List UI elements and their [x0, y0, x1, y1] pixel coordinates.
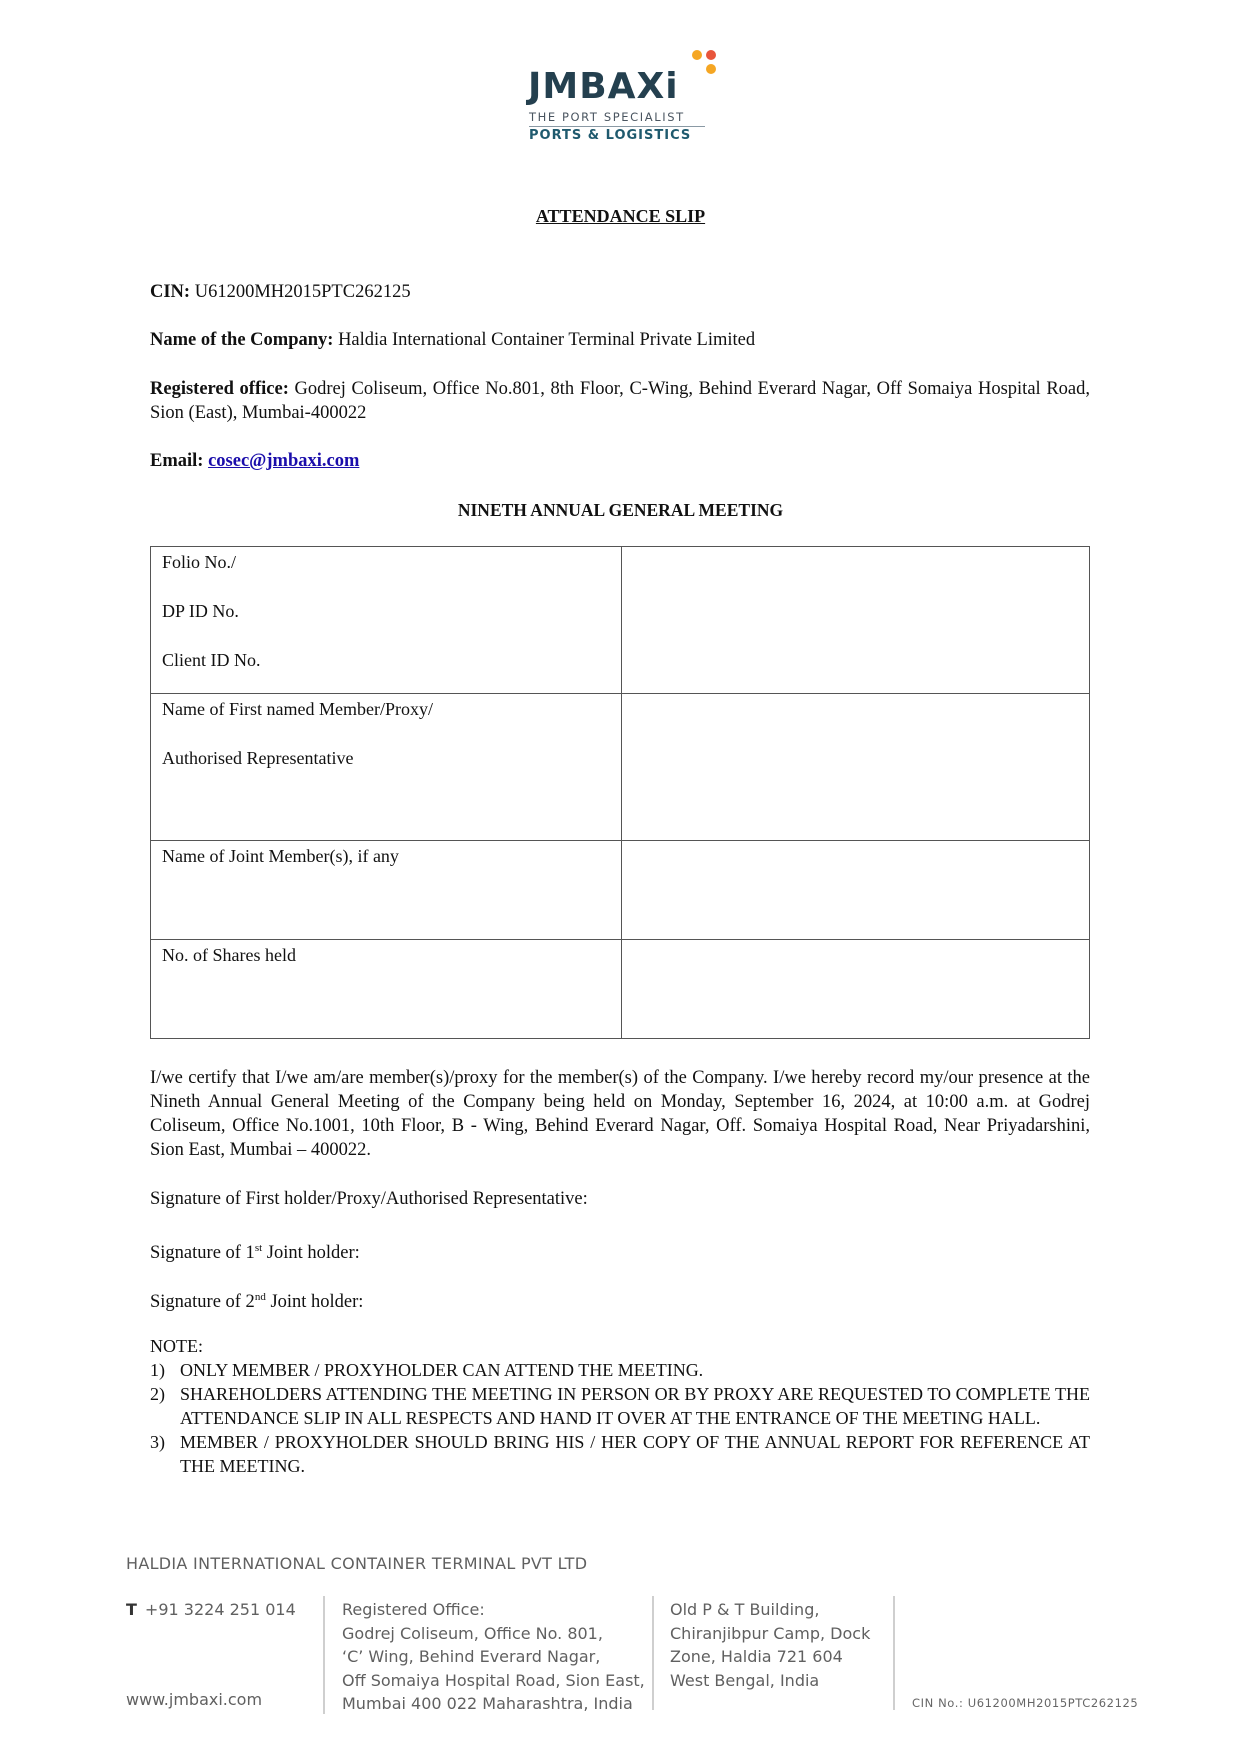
table-label-cell [151, 841, 622, 940]
footer-haldia-line: Old P & T Building, [670, 1600, 820, 1619]
table-row [151, 841, 1090, 940]
signature-first-holder: Signature of First holder/Proxy/Authorised Representative: [150, 1189, 588, 1209]
footer-cin: CIN No.: U61200MH2015PTC262125 [912, 1696, 1139, 1710]
table-row [151, 547, 1090, 694]
footer-haldia-line: West Bengal, India [670, 1670, 820, 1690]
note-heading: NOTE: [150, 1336, 203, 1356]
footer-reg-line: Godrej Coliseum, Office No. 801, [342, 1623, 603, 1643]
page-title: ATTENDANCE SLIP [535, 206, 706, 226]
footer-reg-heading: Registered Office: [342, 1600, 485, 1619]
table-row [151, 940, 1090, 1039]
footer-divider [652, 1596, 654, 1710]
footer-divider [323, 1596, 325, 1714]
footer-company-name: HALDIA INTERNATIONAL CONTAINER TERMINAL PVT LTD [126, 1554, 588, 1573]
registered-office-line [150, 377, 1090, 425]
email-line [150, 449, 1090, 473]
footer-phone [126, 1600, 296, 1619]
attendance-table [150, 546, 1090, 1039]
notes-section [150, 1334, 1090, 1478]
footer-website[interactable]: www.jmbaxi.com [126, 1690, 263, 1709]
cin-label: CIN: [150, 282, 191, 302]
shares-held-value-field[interactable] [622, 940, 1090, 1039]
member-name-label: Name of First named Member/Proxy/ [162, 699, 433, 719]
cin-value: U61200MH2015PTC262125 [194, 282, 411, 302]
client-id-label: Client ID No. [162, 650, 261, 670]
email-label: Email: [150, 451, 204, 471]
table-row [151, 694, 1090, 841]
registered-office-label: Registered office: [150, 379, 289, 399]
note-text: SHAREHOLDERS ATTENDING THE MEETING IN PERSON OR BY PROXY ARE REQUESTED TO COMPLETE THE ATTENDANCE SLIP IN ALL RESPECTS AND HAND IT OVER AT THE ENTRANCE OF THE MEETING HALL. [180, 1384, 1090, 1428]
signature-joint1-prefix: Signature of 1 [150, 1243, 255, 1264]
company-logo [528, 50, 718, 142]
signature-joint2-suffix: Joint holder: [265, 1292, 364, 1313]
joint-member-label: Name of Joint Member(s), if any [162, 846, 399, 866]
logo-dot-icon [706, 50, 716, 60]
joint-member-value-field[interactable] [622, 841, 1090, 940]
phone-number: +91 3224 251 014 [144, 1600, 296, 1619]
table-label-cell [151, 694, 622, 841]
footer-reg-line: Mumbai 400 022 Maharashtra, India [342, 1694, 633, 1713]
footer-haldia-office [670, 1598, 870, 1692]
letterhead-footer [0, 1550, 1241, 1755]
email-link[interactable]: cosec@jmbaxi.com [208, 451, 360, 471]
folio-label: Folio No./ [162, 552, 237, 572]
shares-held-label: No. of Shares held [162, 945, 296, 965]
note-text: MEMBER / PROXYHOLDER SHOULD BRING HIS / HER COPY OF THE ANNUAL REPORT FOR REFERENCE AT THE MEETING. [180, 1432, 1090, 1476]
folio-value-field[interactable] [622, 547, 1090, 694]
note-item [150, 1358, 1090, 1382]
cin-line [150, 280, 1090, 304]
footer-haldia-line: Chiranjibpur Camp, Dock [670, 1623, 871, 1643]
table-label-cell [151, 940, 622, 1039]
note-item [150, 1382, 1090, 1430]
registered-office-value: Godrej Coliseum, Office No.801, 8th Floor, C-Wing, Behind Everard Nagar, Off Somaiya Hospital Road, Sion (East), Mumbai-400022 [150, 379, 1090, 423]
footer-registered-office [342, 1598, 645, 1716]
note-number: 3) [150, 1432, 165, 1452]
footer-divider [893, 1596, 895, 1710]
signature-joint1-sup: st [254, 1242, 263, 1254]
company-value: Haldia International Container Terminal Private Limited [338, 330, 756, 350]
note-text: ONLY MEMBER / PROXYHOLDER CAN ATTEND THE MEETING. [180, 1360, 704, 1380]
authorised-rep-label: Authorised Representative [162, 748, 354, 768]
logo-subtitle: PORTS & LOGISTICS [529, 128, 692, 143]
footer-reg-line: Off Somaiya Hospital Road, Sion East, [342, 1670, 645, 1690]
logo-wordmark: JMBAXi [528, 66, 679, 107]
logo-divider [529, 126, 705, 127]
note-number: 1) [150, 1360, 165, 1380]
signature-joint1-suffix: Joint holder: [262, 1243, 360, 1264]
signature-joint2-prefix: Signature of 2 [150, 1292, 255, 1313]
signature-joint-holder-1 [150, 1236, 1090, 1265]
table-label-cell [151, 547, 622, 694]
phone-label: T [126, 1600, 137, 1619]
signature-joint-holder-2 [150, 1285, 1090, 1314]
company-line [150, 328, 1090, 352]
certification-text: I/we certify that I/we am/are member(s)/proxy for the member(s) of the Company. I/we hereby record my/our presence at the Nineth Annual General Meeting of the Company being held on Monday, September 16, 2024, at 10:00 a.m. at Godrej Coliseum, Office No.1001, 10th Floor, B - Wing, Behind Everard Nagar, Off. Somaiya Hospital Road, Near Priyadarshini, Sion East, Mumbai – 400022. [150, 1068, 1090, 1160]
member-name-value-field[interactable] [622, 694, 1090, 841]
dp-id-label: DP ID No. [162, 601, 239, 621]
note-item [150, 1430, 1090, 1478]
footer-haldia-line: Zone, Haldia 721 604 [670, 1647, 843, 1666]
meeting-heading: NINETH ANNUAL GENERAL MEETING [457, 500, 784, 520]
logo-dot-icon [706, 64, 716, 74]
footer-reg-line: ‘C’ Wing, Behind Everard Nagar, [342, 1647, 601, 1666]
signature-joint2-sup: nd [254, 1291, 266, 1303]
logo-tagline: THE PORT SPECIALIST [529, 110, 685, 124]
note-number: 2) [150, 1384, 165, 1404]
logo-dot-icon [692, 50, 702, 60]
company-label: Name of the Company: [150, 330, 334, 350]
